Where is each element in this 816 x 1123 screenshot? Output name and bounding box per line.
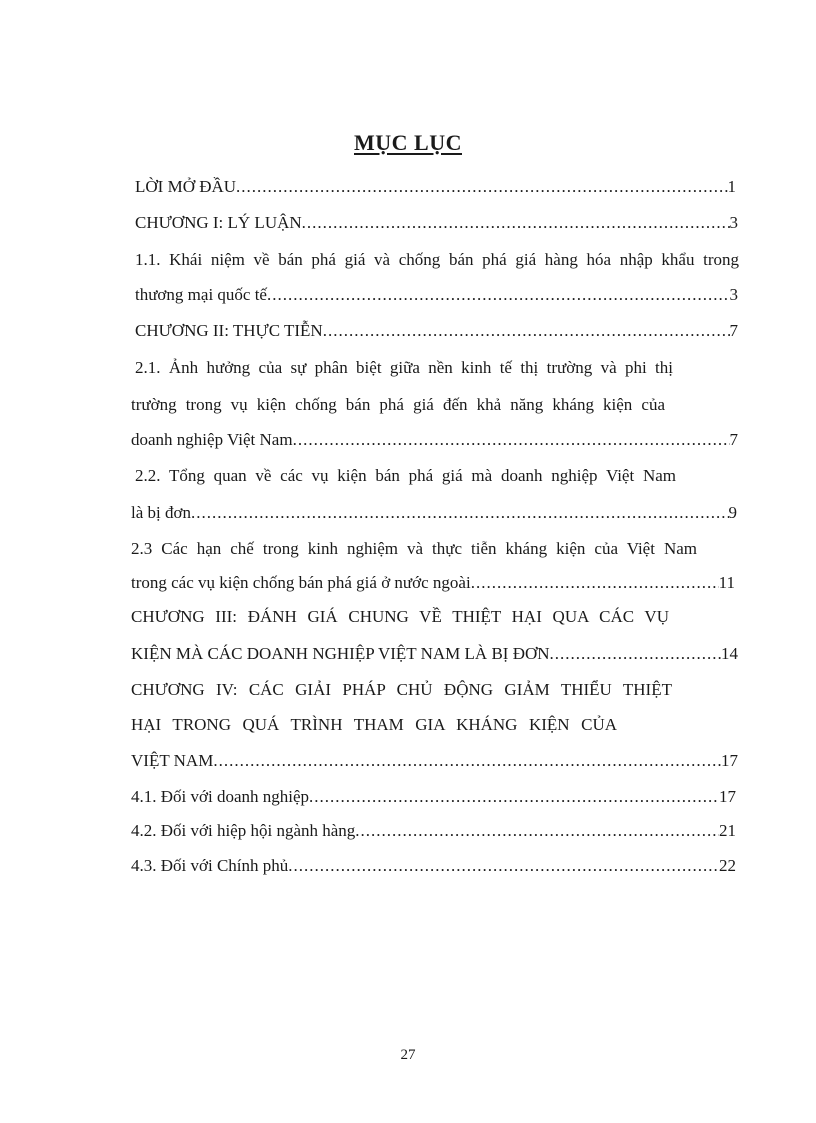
leader-dots xyxy=(267,284,730,306)
leader-dots xyxy=(471,572,719,594)
toc-entry-text: CHƯƠNG I: LÝ LUẬN xyxy=(135,213,302,232)
toc-entry-2-1[interactable] xyxy=(131,429,738,451)
toc-entry-page: 11 xyxy=(718,573,735,592)
toc-entry-text: LỜI MỞ ĐẦU xyxy=(135,177,237,196)
leader-dots xyxy=(309,786,719,808)
toc-entry-chuong-2[interactable] xyxy=(135,320,738,342)
toc-entry-page: 17 xyxy=(719,787,736,806)
toc-entry-text: 4.1. Đối với doanh nghiệp xyxy=(131,787,310,806)
toc-entry-page: 14 xyxy=(721,644,738,663)
toc-entry-page: 21 xyxy=(719,821,736,840)
toc-entry-text: CHƯƠNG II: THỰC TIỄN xyxy=(135,321,323,340)
toc-entry-chuong-3-line1: CHƯƠNG III: ĐÁNH GIÁ CHUNG VỀ THIỆT HẠI QUA CÁC VỤ xyxy=(131,607,669,626)
toc-entry-4-3[interactable] xyxy=(131,855,736,877)
toc-entry-2-1-line2: trường trong vụ kiện chống bán phá giá đến khả năng kháng kiện của xyxy=(131,395,665,414)
toc-entry-2-3[interactable] xyxy=(131,572,735,594)
toc-entry-2-2[interactable] xyxy=(131,502,737,524)
leader-dots xyxy=(288,855,719,877)
toc-entry-chuong-3[interactable] xyxy=(131,643,738,665)
leader-dots xyxy=(323,320,730,342)
toc-entry-text: VIỆT NAM xyxy=(131,751,214,770)
page-number: 27 xyxy=(400,1047,416,1063)
toc-entry-page: 1 xyxy=(727,177,736,196)
toc-entry-page: 22 xyxy=(719,856,736,875)
toc-entry-chuong-1[interactable] xyxy=(135,212,738,234)
leader-dots xyxy=(293,429,730,451)
leader-dots xyxy=(213,750,721,772)
toc-entry-2-3-line1: 2.3 Các hạn chế trong kinh nghiệm và thực tiễn kháng kiện của Việt Nam xyxy=(131,539,697,558)
toc-entry-page: 17 xyxy=(721,751,738,770)
toc-entry-2-1-line1: 2.1. Ảnh hưởng của sự phân biệt giữa nền kinh tế thị trường và phi thị xyxy=(135,358,673,377)
toc-entry-text: là bị đơn xyxy=(131,503,191,522)
toc-entry-page: 9 xyxy=(728,503,737,522)
leader-dots xyxy=(191,502,729,524)
toc-entry-1-1[interactable] xyxy=(135,284,738,306)
toc-entry-page: 7 xyxy=(729,430,738,449)
toc-entry-page: 7 xyxy=(729,321,738,340)
toc-entry-text: thương mại quốc tế xyxy=(135,285,267,304)
toc-entry-4-2[interactable] xyxy=(131,820,736,842)
toc-entry-page: 3 xyxy=(729,285,738,304)
toc-entry-2-2-line1: 2.2. Tổng quan về các vụ kiện bán phá giá mà doanh nghiệp Việt Nam xyxy=(135,466,676,485)
toc-entry-chuong-4[interactable] xyxy=(131,750,738,772)
toc-entry-text: doanh nghiệp Việt Nam xyxy=(131,430,293,449)
toc-entry-text: KIỆN MÀ CÁC DOANH NGHIỆP VIỆT NAM LÀ BỊ ĐƠN xyxy=(131,644,550,663)
toc-entry-text: 4.3. Đối với Chính phủ xyxy=(131,856,289,875)
toc-entry-4-1[interactable] xyxy=(131,786,736,808)
leader-dots xyxy=(355,820,719,842)
toc-entry-chuong-4-line2: HẠI TRONG QUÁ TRÌNH THAM GIA KHÁNG KIỆN CỦA xyxy=(131,715,617,734)
toc-title: MỤC LỤC xyxy=(354,130,462,155)
toc-entry-1-1-line1: 1.1. Khái niệm về bán phá giá và chống bán phá giá hàng hóa nhập khẩu trong xyxy=(135,250,739,269)
toc-entry-page: 3 xyxy=(729,213,738,232)
leader-dots xyxy=(550,643,721,665)
leader-dots xyxy=(302,212,730,234)
toc-entry-chuong-4-line1: CHƯƠNG IV: CÁC GIẢI PHÁP CHỦ ĐỘNG GIẢM THIỂU THIỆT xyxy=(131,680,672,699)
toc-entry-text: 4.2. Đối với hiệp hội ngành hàng xyxy=(131,821,356,840)
toc-entry-loi-mo-dau[interactable] xyxy=(135,176,736,198)
toc-entry-text: trong các vụ kiện chống bán phá giá ở nước ngoài xyxy=(131,573,471,592)
leader-dots xyxy=(236,176,727,198)
